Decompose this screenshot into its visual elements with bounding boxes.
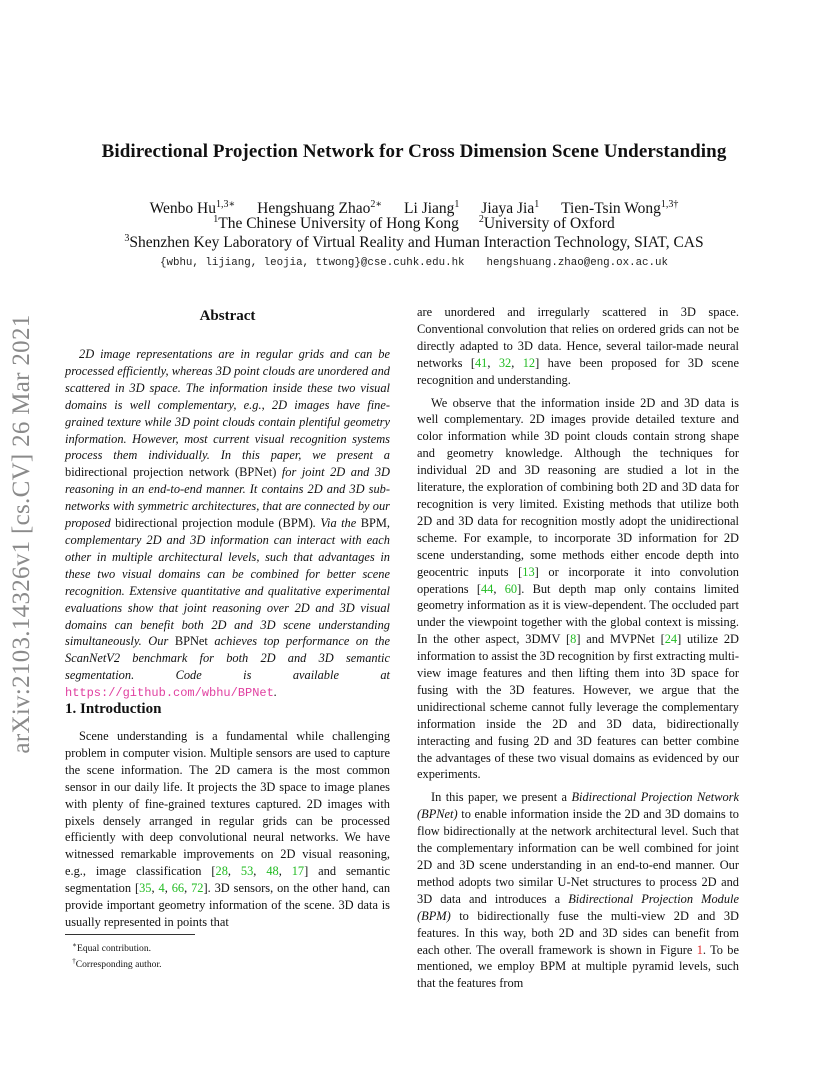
citation-link[interactable]: 60 (504, 581, 518, 596)
code-link[interactable]: https://github.com/wbhu/BPNet (65, 686, 274, 701)
introduction-heading: 1. Introduction (65, 701, 162, 717)
citation-link[interactable]: 28 (215, 864, 228, 879)
citation-link[interactable]: 41 (474, 355, 488, 370)
affiliation-line-2: $^3$Shenzhen Key Laboratory of Virtual Reality and Human Interaction Technology, SIAT, CAS (124, 233, 704, 252)
right-column-body (417, 304, 739, 998)
introduction-body (65, 728, 390, 937)
author-emails (0, 257, 828, 269)
abstract-heading: Abstract (199, 308, 256, 324)
footnotes (65, 939, 162, 971)
email-oxford: hengshuang.zhao@eng.ox.ac.uk (486, 257, 668, 269)
footnote-equal: ∗Equal contribution. (72, 941, 152, 955)
right-paragraph: are unordered and irregularly scattered in 3D space. Conventional convolution that relies on ordered grids can not be directly adapted to 3D data. Hence, several tailor-made neural networks [41, 32, 12] have been proposed for 3D scene recognition and understanding. (417, 305, 739, 387)
paper-title: Bidirectional Projection Network for Cross Dimension Scene Understanding (101, 141, 727, 162)
arxiv-stamp: arXiv:2103.14326v1 [cs.CV] 26 Mar 2021 (8, 314, 35, 754)
citation-link[interactable]: 17 (291, 864, 305, 879)
citation-link[interactable]: 53 (240, 864, 254, 879)
citation-link[interactable]: 35 (139, 881, 152, 896)
affiliation-line-1: $^1$The Chinese University of Hong Kong $^2$University of Oxford (213, 214, 615, 233)
author: Hengshuang Zhao$^{2∗}$ (257, 199, 383, 218)
citation-link[interactable]: 8 (570, 632, 577, 647)
author: Tien-Tsin Wong$^{1,3\dagger}$ (561, 199, 679, 218)
citation-link[interactable]: 44 (480, 581, 494, 596)
figure-ref-link[interactable]: 1 (696, 942, 703, 957)
citation-link[interactable]: 13 (522, 564, 535, 579)
footnote-divider (65, 934, 195, 935)
citation-link[interactable]: 48 (266, 864, 279, 879)
citation-link[interactable]: 32 (498, 355, 512, 370)
abstract-paragraph: 2D image representations are in regular grids and can be processed efficiently, whereas 3D point clouds are unordered and scattered in 3D space. The information inside these two visual domains is well complementary, e.g., 2D images have fine-grained texture while 3D point clouds contain plentiful geometry information. However, most current visual recognition systems process them individually. In this paper, we present a bidirectional projection network (BPNet) for joint 2D and 3D reasoning in an end-to-end manner. It contains 2D and 3D sub-networks with symmetric architectures, that are connected by our proposed bidirectional projection module (BPM). Via the BPM, complementary 2D and 3D information can interact with each other in multiple architectural levels, such that advantages in these two visual domains can be combined for better scene recognition. Extensive quantitative and qualitative experimental evaluations show that joint reasoning over 2D and 3D visual domains can benefit both 2D and 3D scene understanding simultaneously. Our BPNet achieves top performance on the ScanNetV2 benchmark for both 2D and 3D semantic segmentation. Code is available at https://github.com/wbhu/BPNet. (65, 347, 390, 701)
footnote-corresponding: †Corresponding author. (72, 957, 162, 971)
email-cuhk: {wbhu, lijiang, leojia, ttwong}@cse.cuhk.edu.hk (160, 257, 465, 269)
right-paragraph: We observe that the information inside 2D and 3D data is well complementary. 2D images provide detailed texture and color information while 3D point clouds contain strong shape and geometry knowledge. Although the techniques for individual 2D and 3D reasoning are studied a lot in the literature, the exploration of combining both 2D and 3D data for recognition is very limited. Existing methods that utilize both 2D and 3D data for recognition mostly adopt the unidirectional scheme. For example, to incorporate 3D information for 2D scene understanding, some methods either encode depth into geocentric inputs [13] or incorporate it into convolution operations [44, 60]. But depth map only contains limited geometry information as it is view-dependent. The occluded part under the viewpoint together with the global context is missing. In the other aspect, 3DMV [8] and MVPNet [24] utilize 2D information to assist the 3D recognition by first extracting multi-view image features and then lifting them into 3D space for fusing with the 3D features. However, we argue that the unidirectional scheme cannot fully leverage the complementary information inside the 2D and 3D data, bidirectionally interacting and fusing 2D and 3D features can better combine the advantages of these two visual domains as evidenced by our experiments. (417, 395, 739, 782)
citation-link[interactable]: 12 (522, 355, 536, 370)
intro-paragraph: Scene understanding is a fundamental while challenging problem in computer vision. Multiple sensors are used to capture the scene information. The 2D camera is the most common sensor in our daily life. It projects the 3D space to image planes with plenty of fine-grained textures captured. 2D images with pixels densely arranged in regular grids can be processed efficiently with deep convolutional neural networks. We have witnessed remarkable improvements on 2D visual reasoning, e.g., image classification [28, 53, 48, 17] and semantic segmentation [35, 4, 66, 72]. 3D sensors, on the other hand, can provide important geometry information of the scene. 3D data is usually represented in points that (65, 729, 391, 929)
right-paragraph: In this paper, we present a Bidirectional Projection Network (BPNet) to enable information inside the 2D and 3D domains to flow bidirectionally at the network architectural level. Such that the complementary information can be well combined for joint 2D and 3D scene understanding in an end-to-end manner. Our method adopts two similar U-Net structures to process 2D and 3D data and introduces a Bidirectional Projection Module (BPM) to bidirectionally fuse the multi-view 2D and 3D features. In this way, both 2D and 3D sides can benefit from each other. The overall framework is shown in Figure 1. To be mentioned, we employ BPM at multiple pyramid levels, such that the features from (417, 790, 740, 991)
citation-link[interactable]: 72 (191, 881, 204, 896)
citation-link[interactable]: 4 (158, 881, 165, 896)
abstract-body (65, 346, 390, 708)
citation-link[interactable]: 24 (664, 632, 678, 647)
author: Li Jiang$^1$ (404, 199, 460, 218)
author: Jiaya Jia$^1$ (481, 199, 540, 218)
citation-link[interactable]: 66 (171, 881, 185, 896)
author: Wenbo $Hu^{1,3∗}$ (149, 199, 236, 218)
